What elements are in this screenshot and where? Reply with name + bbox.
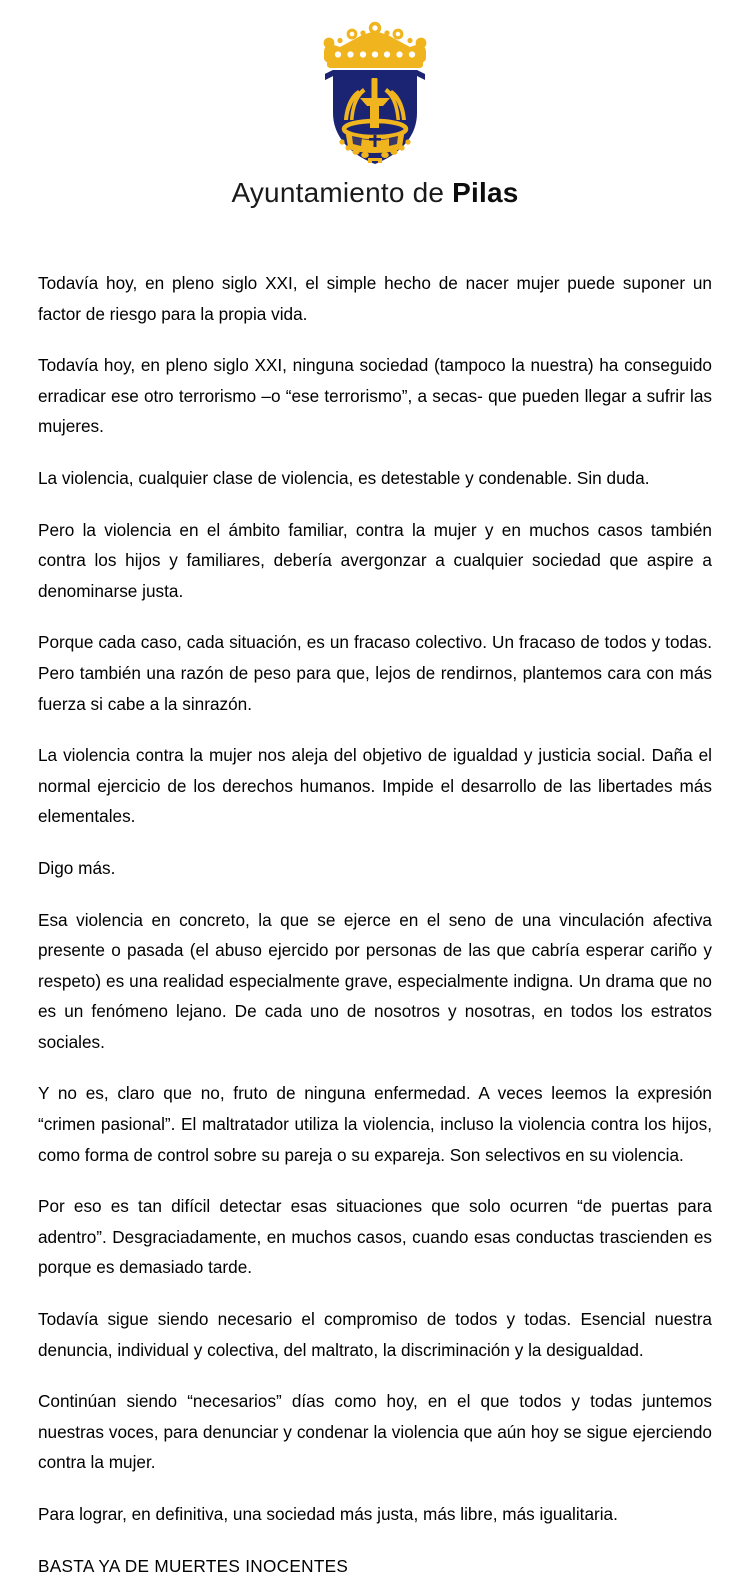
paragraph: Y no es, claro que no, fruto de ninguna enfermedad. A veces leemos la expresión “crimen pasional”. El maltratador utiliza la violencia, incluso la violencia contra los hijos, como forma de control sobre su pareja o su expareja. Son selectivos en su violencia. bbox=[38, 1083, 712, 1165]
paragraph: Todavía hoy, en pleno siglo XXI, el simple hecho de nacer mujer puede suponer un factor de riesgo para la propia vida. bbox=[38, 273, 712, 324]
paragraph: Continúan siendo “necesarios” días como hoy, en el que todos y todas juntemos nuestras voces, para denunciar y condenar la violencia que aún hoy se sigue ejerciendo contra la mujer. bbox=[38, 1391, 712, 1473]
manifesto-body bbox=[0, 210, 750, 1581]
paragraph: Todavía sigue siendo necesario el compromiso de todos y todas. Esencial nuestra denuncia, individual y colectiva, del maltrato, la discriminación y la desigualdad. bbox=[38, 1309, 712, 1360]
paragraph: Para lograr, en definitiva, una sociedad más justa, más libre, más igualitaria. bbox=[38, 1504, 618, 1524]
letterhead bbox=[0, 0, 750, 210]
paragraph: Digo más. bbox=[38, 857, 116, 878]
organization-title bbox=[231, 176, 518, 210]
organization-name: Pilas bbox=[452, 177, 519, 208]
pilas-coat-of-arms-icon bbox=[300, 16, 450, 168]
paragraph: Esa violencia en concreto, la que se ejerce en el seno de una vinculación afectiva presente o pasada (el abuso ejercido por personas de las que cabría esperar cariño y respeto) es una realidad especialmente grave, especialmente indigna. Un drama que no es un fenómeno lejano. De cada uno de nosotros y nosotras, en todos los estratos sociales. bbox=[38, 909, 712, 1052]
paragraph: Porque cada caso, cada situación, es un fracaso colectivo. Un fracaso de todos y todas. Pero también una razón de peso para que, lejos de rendirnos, plantemos cara con más fuerza si cabe a la sinrazón. bbox=[38, 632, 712, 714]
paragraph: La violencia contra la mujer nos aleja del objetivo de igualdad y justicia social. Daña el normal ejercicio de los derechos humanos. Impide el desarrollo de las libertades más elementales. bbox=[38, 745, 712, 827]
paragraph: La violencia, cualquier clase de violencia, es detestable y condenable. Sin duda. bbox=[38, 467, 650, 488]
organization-title-prefix: Ayuntamiento de bbox=[231, 177, 453, 208]
paragraph: Por eso es tan difícil detectar esas situaciones que solo ocurren “de puertas para adentro”. Desgraciadamente, en muchos casos, cuando esas conductas trascienden es porque es demasiado tarde. bbox=[38, 1196, 712, 1278]
paragraph: Pero la violencia en el ámbito familiar, contra la mujer y en muchos casos también contra los hijos y familiares, debería avergonzar a cualquier sociedad que aspire a denominarse justa. bbox=[38, 519, 712, 601]
paragraph: Todavía hoy, en pleno siglo XXI, ninguna sociedad (tampoco la nuestra) ha conseguido erradicar ese otro terrorismo –o “ese terrorismo”, a secas- que pueden llegar a sufrir las mujeres. bbox=[38, 355, 712, 437]
closing-statement: BASTA YA DE MUERTES INOCENTES bbox=[38, 1555, 349, 1576]
